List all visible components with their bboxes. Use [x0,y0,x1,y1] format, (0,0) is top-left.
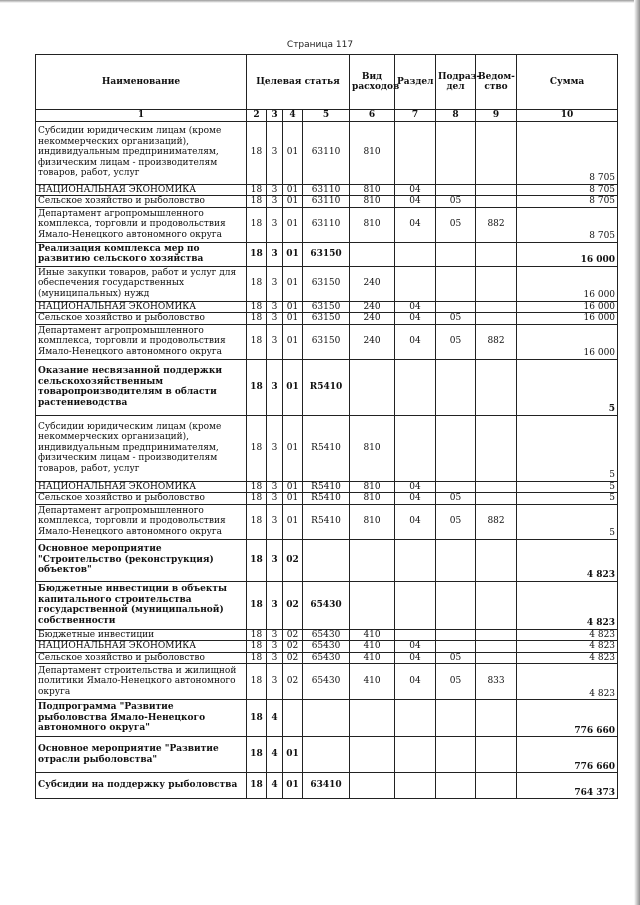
row-name: Сельское хозяйство и рыболовство [36,652,247,664]
target-code-event: 02 [283,652,303,664]
target-code-event: 01 [283,313,303,325]
row-name: Подпрограмма "Развитие рыболовства Ямало-Ненецкого автономного округа" [36,700,247,737]
target-code-direction: 63150 [303,242,350,266]
subsection-cell [436,242,476,266]
target-code-subprogram: 3 [267,301,283,313]
table-row [36,207,618,242]
department-cell [476,415,517,481]
subsection-cell [436,641,476,653]
row-name: НАЦИОНАЛЬНАЯ ЭКОНОМИКА [36,481,247,493]
expense-type-cell: 410 [350,641,395,653]
target-code-program: 18 [247,196,267,208]
target-code-subprogram: 3 [267,242,283,266]
target-code-direction: 63110 [303,121,350,184]
row-name: Департамент строительства и жилищной политики Ямало-Ненецкого автономного округа [36,664,247,700]
expense-type-cell: 810 [350,184,395,196]
column-number: 5 [303,110,350,122]
target-code-program: 18 [247,539,267,581]
target-code-event: 01 [283,493,303,505]
target-code-program: 18 [247,664,267,700]
sum-cell: 4 823 [517,664,618,700]
target-code-program: 18 [247,313,267,325]
expense-type-cell: 810 [350,196,395,208]
table-row [36,629,618,641]
target-code-subprogram: 3 [267,481,283,493]
subsection-cell: 05 [436,664,476,700]
target-code-direction: 63150 [303,313,350,325]
subsection-cell: 05 [436,207,476,242]
subsection-cell [436,700,476,737]
target-code-direction: 63110 [303,207,350,242]
target-code-subprogram: 3 [267,581,283,629]
target-code-program: 18 [247,737,267,773]
row-name: НАЦИОНАЛЬНАЯ ЭКОНОМИКА [36,301,247,313]
sum-cell: 5 [517,359,618,415]
target-code-program: 18 [247,415,267,481]
column-numbers-row [36,110,618,122]
target-code-event: 01 [283,196,303,208]
target-code-direction: 63110 [303,184,350,196]
sum-cell: 16 000 [517,324,618,359]
column-header-sum: Сумма [517,55,618,110]
section-cell: 04 [395,481,436,493]
department-cell [476,652,517,664]
sum-cell: 764 373 [517,773,618,799]
target-code-subprogram: 3 [267,196,283,208]
section-cell [395,266,436,301]
sum-cell: 5 [517,504,618,539]
table-row [36,266,618,301]
sum-cell: 5 [517,481,618,493]
row-name: Субсидии юридическим лицам (кроме некоммерческих организаций), индивидуальным предпринимателям, физическим лицам - производителям товаров, работ, услуг [36,415,247,481]
target-code-direction: R5410 [303,359,350,415]
expense-type-cell: 810 [350,207,395,242]
table-body [36,121,618,799]
target-code-direction [303,700,350,737]
expense-type-cell: 810 [350,504,395,539]
target-code-event: 01 [283,266,303,301]
budget-table [35,54,618,799]
expense-type-cell [350,581,395,629]
target-code-event: 01 [283,207,303,242]
target-code-program: 18 [247,700,267,737]
table-row [36,700,618,737]
expense-type-cell [350,242,395,266]
target-code-direction: 65430 [303,581,350,629]
sum-cell: 5 [517,493,618,505]
table-row [36,415,618,481]
target-code-event: 01 [283,737,303,773]
table-row [36,121,618,184]
section-cell: 04 [395,313,436,325]
expense-type-cell: 410 [350,629,395,641]
column-header-subsection: Подраз-дел [436,55,476,110]
table-row [36,539,618,581]
section-cell [395,581,436,629]
target-code-event: 01 [283,415,303,481]
expense-type-cell [350,737,395,773]
target-code-subprogram: 3 [267,415,283,481]
subsection-cell [436,266,476,301]
department-cell [476,493,517,505]
sum-cell: 4 823 [517,581,618,629]
sum-cell: 8 705 [517,196,618,208]
page-header: Страница 117 [286,40,354,50]
section-cell: 04 [395,196,436,208]
department-cell: 882 [476,207,517,242]
column-number: 9 [476,110,517,122]
row-name: Департамент агропромышленного комплекса, торговли и продовольствия Ямало-Ненецкого автономного округа [36,504,247,539]
target-code-subprogram: 4 [267,737,283,773]
section-cell [395,629,436,641]
target-code-program: 18 [247,207,267,242]
target-code-program: 18 [247,301,267,313]
table-row [36,324,618,359]
section-cell [395,121,436,184]
table-row [36,184,618,196]
expense-type-cell: 810 [350,121,395,184]
expense-type-cell: 240 [350,313,395,325]
row-name: Основное мероприятие "Строительство (реконструкция) объектов" [36,539,247,581]
section-cell: 04 [395,652,436,664]
target-code-subprogram: 3 [267,539,283,581]
target-code-program: 18 [247,266,267,301]
table-header-row [36,55,618,110]
department-cell [476,313,517,325]
section-cell: 04 [395,207,436,242]
target-code-event: 01 [283,773,303,799]
expense-type-cell: 810 [350,481,395,493]
target-code-direction: 63110 [303,196,350,208]
target-code-direction [303,737,350,773]
column-header-department: Ведом-ство [476,55,517,110]
expense-type-cell: 410 [350,664,395,700]
target-code-direction: R5410 [303,481,350,493]
subsection-cell: 05 [436,313,476,325]
target-code-event: 01 [283,324,303,359]
target-code-subprogram: 3 [267,641,283,653]
target-code-subprogram: 3 [267,313,283,325]
target-code-event: 01 [283,481,303,493]
column-number: 8 [436,110,476,122]
department-cell [476,359,517,415]
department-cell [476,481,517,493]
target-code-program: 18 [247,493,267,505]
subsection-cell [436,773,476,799]
target-code-subprogram: 3 [267,324,283,359]
row-name: Субсидии на поддержку рыболовства [36,773,247,799]
department-cell [476,301,517,313]
scan-edge-right [634,0,640,905]
department-cell [476,773,517,799]
sum-cell: 16 000 [517,266,618,301]
target-code-event: 02 [283,641,303,653]
subsection-cell [436,539,476,581]
department-cell [476,629,517,641]
department-cell [476,196,517,208]
subsection-cell [436,359,476,415]
row-name: Департамент агропромышленного комплекса, торговли и продовольствия Ямало-Ненецкого автономного округа [36,207,247,242]
section-cell [395,242,436,266]
target-code-event: 01 [283,504,303,539]
department-cell [476,641,517,653]
subsection-cell: 05 [436,493,476,505]
target-code-event: 02 [283,539,303,581]
column-number: 4 [283,110,303,122]
sum-cell: 4 823 [517,629,618,641]
section-cell [395,700,436,737]
section-cell: 04 [395,664,436,700]
expense-type-cell [350,700,395,737]
column-header-name: Наименование [36,55,247,110]
scan-edge-top [0,0,640,3]
target-code-program: 18 [247,641,267,653]
row-name: Иные закупки товаров, работ и услуг для обеспечения государственных (муниципальных) нужд [36,266,247,301]
target-code-event: 01 [283,121,303,184]
section-cell: 04 [395,184,436,196]
target-code-event: 01 [283,242,303,266]
subsection-cell [436,481,476,493]
row-name: Сельское хозяйство и рыболовство [36,493,247,505]
expense-type-cell [350,539,395,581]
sum-cell: 8 705 [517,207,618,242]
subsection-cell [436,301,476,313]
target-code-program: 18 [247,184,267,196]
sum-cell: 776 660 [517,700,618,737]
table-row [36,196,618,208]
expense-type-cell: 240 [350,324,395,359]
target-code-direction: R5410 [303,415,350,481]
table-row [36,301,618,313]
target-code-event: 01 [283,301,303,313]
sum-cell: 16 000 [517,242,618,266]
expense-type-cell [350,359,395,415]
section-cell: 04 [395,301,436,313]
target-code-subprogram: 3 [267,504,283,539]
target-code-subprogram: 3 [267,664,283,700]
row-name: Сельское хозяйство и рыболовство [36,196,247,208]
sum-cell: 16 000 [517,313,618,325]
department-cell [476,184,517,196]
sum-cell: 4 823 [517,539,618,581]
row-name: НАЦИОНАЛЬНАЯ ЭКОНОМИКА [36,184,247,196]
target-code-subprogram: 3 [267,359,283,415]
column-number: 2 [247,110,267,122]
department-cell [476,266,517,301]
column-number: 10 [517,110,618,122]
target-code-subprogram: 3 [267,629,283,641]
sum-cell: 5 [517,415,618,481]
target-code-direction: 63150 [303,324,350,359]
target-code-direction: 65430 [303,629,350,641]
row-name: Департамент агропромышленного комплекса, торговли и продовольствия Ямало-Ненецкого автономного округа [36,324,247,359]
subsection-cell: 05 [436,196,476,208]
expense-type-cell: 810 [350,415,395,481]
target-code-event: 02 [283,664,303,700]
target-code-event [283,700,303,737]
target-code-direction: 63410 [303,773,350,799]
target-code-program: 18 [247,242,267,266]
department-cell [476,242,517,266]
expense-type-cell: 810 [350,493,395,505]
column-header-target-article: Целевая статья [247,55,350,110]
column-header-section: Раздел [395,55,436,110]
department-cell [476,737,517,773]
row-name: Субсидии юридическим лицам (кроме некоммерческих организаций), индивидуальным предпринимателям, физическим лицам - производителям товаров, работ, услуг [36,121,247,184]
target-code-event: 02 [283,581,303,629]
target-code-event: 02 [283,629,303,641]
target-code-program: 18 [247,504,267,539]
table-row [36,504,618,539]
row-name: Сельское хозяйство и рыболовство [36,313,247,325]
target-code-program: 18 [247,121,267,184]
department-cell [476,539,517,581]
sum-cell: 776 660 [517,737,618,773]
target-code-event: 01 [283,359,303,415]
department-cell [476,700,517,737]
section-cell [395,539,436,581]
table-row [36,242,618,266]
target-code-direction: 65430 [303,652,350,664]
department-cell: 833 [476,664,517,700]
sum-cell: 4 823 [517,641,618,653]
sum-cell: 8 705 [517,121,618,184]
row-name: Бюджетные инвестиции в объекты капитального строительства государственной (муниципальной) собственности [36,581,247,629]
subsection-cell [436,581,476,629]
section-cell [395,359,436,415]
column-number: 3 [267,110,283,122]
target-code-subprogram: 3 [267,652,283,664]
table-row [36,773,618,799]
table-row [36,581,618,629]
target-code-subprogram: 4 [267,773,283,799]
row-name: Реализация комплекса мер по развитию сельского хозяйства [36,242,247,266]
expense-type-cell: 240 [350,266,395,301]
section-cell: 04 [395,324,436,359]
target-code-subprogram: 4 [267,700,283,737]
subsection-cell: 05 [436,652,476,664]
table-row [36,652,618,664]
table-row [36,481,618,493]
column-number: 6 [350,110,395,122]
table-row [36,737,618,773]
target-code-subprogram: 3 [267,184,283,196]
table-row [36,359,618,415]
subsection-cell [436,415,476,481]
row-name: НАЦИОНАЛЬНАЯ ЭКОНОМИКА [36,641,247,653]
subsection-cell [436,737,476,773]
row-name: Основное мероприятие "Развитие отрасли рыболовства" [36,737,247,773]
expense-type-cell: 240 [350,301,395,313]
sum-cell: 8 705 [517,184,618,196]
section-cell: 04 [395,504,436,539]
table-row [36,313,618,325]
target-code-program: 18 [247,324,267,359]
department-cell [476,121,517,184]
target-code-program: 18 [247,773,267,799]
column-number: 7 [395,110,436,122]
table-row [36,641,618,653]
target-code-program: 18 [247,359,267,415]
target-code-direction: 65430 [303,641,350,653]
subsection-cell [436,184,476,196]
expense-type-cell: 410 [350,652,395,664]
row-name: Оказание несвязанной поддержки сельскохозяйственным товаропроизводителям в области растениеводства [36,359,247,415]
sum-cell: 16 000 [517,301,618,313]
target-code-direction: 65430 [303,664,350,700]
row-name: Бюджетные инвестиции [36,629,247,641]
subsection-cell: 05 [436,324,476,359]
department-cell: 882 [476,504,517,539]
section-cell [395,773,436,799]
target-code-subprogram: 3 [267,266,283,301]
target-code-program: 18 [247,581,267,629]
section-cell [395,415,436,481]
column-header-expense-type: Вид расходов [350,55,395,110]
target-code-direction: 63150 [303,266,350,301]
target-code-program: 18 [247,481,267,493]
section-cell: 04 [395,493,436,505]
target-code-subprogram: 3 [267,121,283,184]
target-code-subprogram: 3 [267,207,283,242]
section-cell: 04 [395,641,436,653]
target-code-direction: R5410 [303,493,350,505]
target-code-program: 18 [247,652,267,664]
subsection-cell: 05 [436,504,476,539]
section-cell [395,737,436,773]
table-row [36,664,618,700]
target-code-event: 01 [283,184,303,196]
column-number: 1 [36,110,247,122]
target-code-program: 18 [247,629,267,641]
target-code-direction: R5410 [303,504,350,539]
table-row [36,493,618,505]
target-code-subprogram: 3 [267,493,283,505]
subsection-cell [436,121,476,184]
sum-cell: 4 823 [517,652,618,664]
subsection-cell [436,629,476,641]
department-cell: 882 [476,324,517,359]
target-code-direction: 63150 [303,301,350,313]
expense-type-cell [350,773,395,799]
department-cell [476,581,517,629]
target-code-direction [303,539,350,581]
